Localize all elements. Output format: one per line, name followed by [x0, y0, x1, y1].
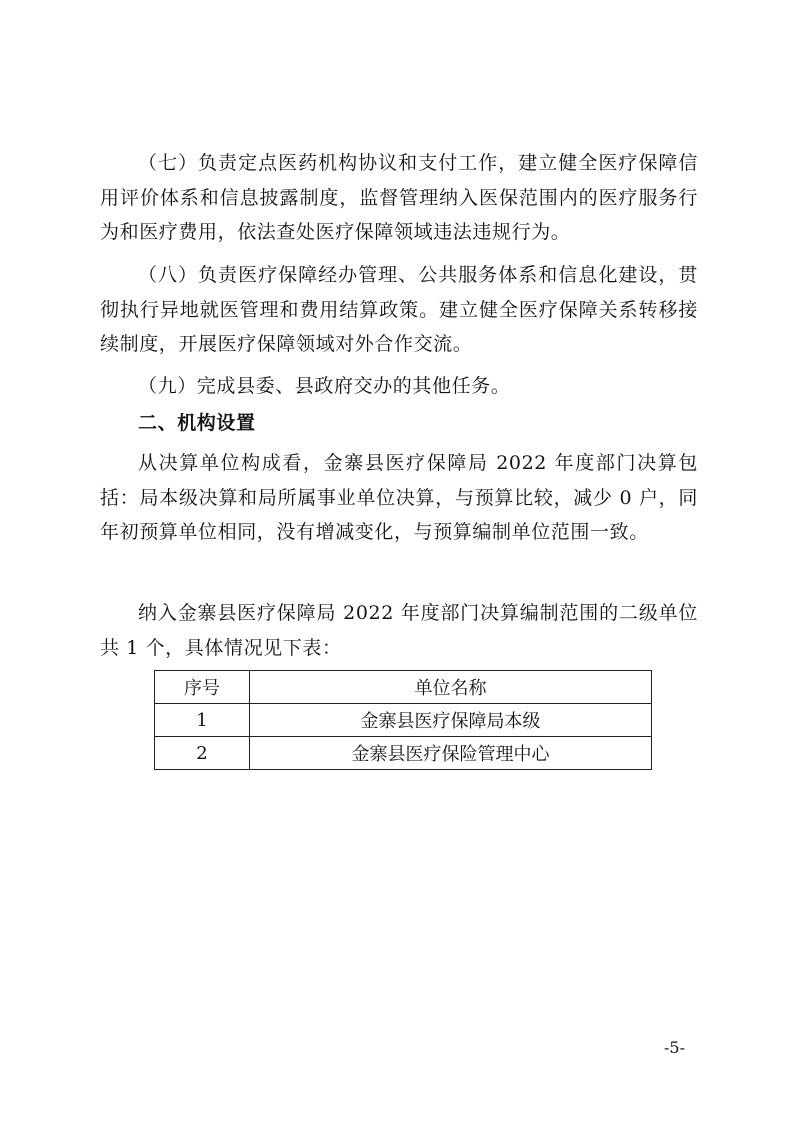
cell-unit-name: 金寨县医疗保障局本级: [250, 704, 652, 737]
paragraph-duty-9: （九）完成县委、县政府交办的其他任务。: [138, 375, 511, 397]
cell-unit-name: 金寨县医疗保险管理中心: [250, 737, 652, 770]
units-table: [154, 670, 652, 770]
table-row: [155, 737, 652, 770]
table-header-row: [155, 671, 652, 704]
header-unit-name: 单位名称: [250, 671, 652, 704]
paragraph-secondary-units: 纳入金寨县医疗保障局 2022 年度部门决算编制范围的二级单位共 1 个，具体情况见下表：: [100, 602, 698, 659]
paragraph-unit-composition: 从决算单位构成看，金寨县医疗保障局 2022 年度部门决算包括：局本级决算和局所属事业单位决算，与预算比较，减少 0 户，同年初预算单位相同，没有增减变化，与预算编制单位范围一致。: [100, 452, 698, 543]
page-number: -5-: [664, 1038, 685, 1057]
section-heading: 二、机构设置: [138, 412, 256, 434]
cell-serial: 2: [155, 737, 250, 770]
table-row: [155, 704, 652, 737]
paragraph-duty-8: （八）负责医疗保障经办管理、公共服务体系和信息化建设，贯彻执行异地就医管理和费用结算政策。建立健全医疗保障关系转移接续制度，开展医疗保障领域对外合作交流。: [100, 264, 698, 355]
header-serial: 序号: [155, 671, 250, 704]
cell-serial: 1: [155, 704, 250, 737]
paragraph-duty-7: （七）负责定点医药机构协议和支付工作，建立健全医疗保障信用评价体系和信息披露制度，监督管理纳入医保范围内的医疗服务行为和医疗费用，依法查处医疗保障领域违法违规行为。: [100, 152, 698, 243]
